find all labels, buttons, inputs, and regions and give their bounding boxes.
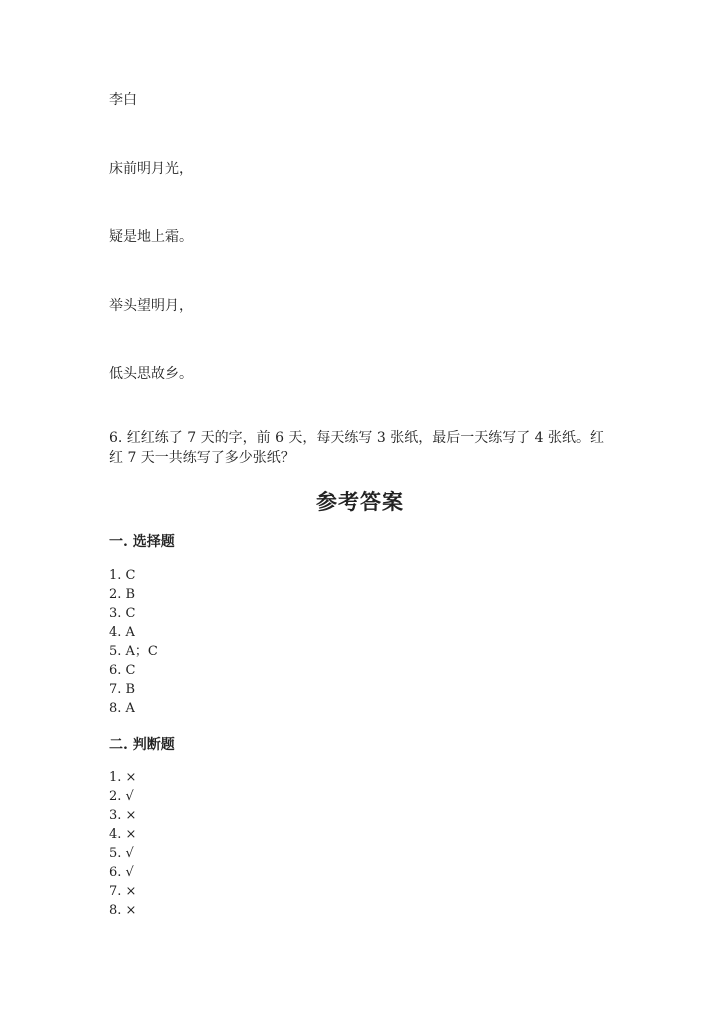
true-false-answer-list — [109, 768, 136, 920]
poem-line-3: 举头望明月， — [109, 298, 193, 314]
list-item: 8. × — [109, 903, 137, 918]
question-6-line-2: 红 7 天一共练写了多少张纸？ — [109, 450, 295, 466]
list-item: 2. √ — [109, 789, 134, 804]
section-title-multiple-choice: 一. 选择题 — [109, 534, 175, 550]
poem-line-2: 疑是地上霜。 — [109, 229, 193, 245]
poem-line-4: 低头思故乡。 — [109, 366, 193, 382]
question-6-line-1: 6. 红红练了 7 天的字，前 6 天，每天练写 3 张纸，最后一天练写了 4 张纸。红 — [109, 430, 605, 446]
poem-line-1: 床前明月光， — [109, 161, 193, 177]
list-item: 3. × — [109, 808, 137, 823]
list-item: 4. A — [109, 625, 135, 640]
list-item: 3. C — [109, 606, 136, 621]
section-title-true-false: 二. 判断题 — [109, 737, 175, 753]
question-6 — [109, 428, 609, 468]
list-item: 2. B — [109, 587, 136, 602]
list-item: 7. × — [109, 884, 137, 899]
poem-author: 李白 — [109, 92, 137, 108]
list-item: 5. A；C — [109, 644, 158, 659]
list-item: 1. C — [109, 568, 136, 583]
list-item: 6. √ — [109, 865, 134, 880]
list-item: 4. × — [109, 827, 137, 842]
list-item: 5. √ — [109, 846, 134, 861]
list-item: 7. B — [109, 682, 136, 697]
multiple-choice-answer-list — [109, 566, 158, 718]
list-item: 6. C — [109, 663, 136, 678]
list-item: 1. × — [109, 770, 137, 785]
answer-key-title: 参考答案 — [316, 489, 404, 514]
list-item: 8. A — [109, 701, 135, 716]
